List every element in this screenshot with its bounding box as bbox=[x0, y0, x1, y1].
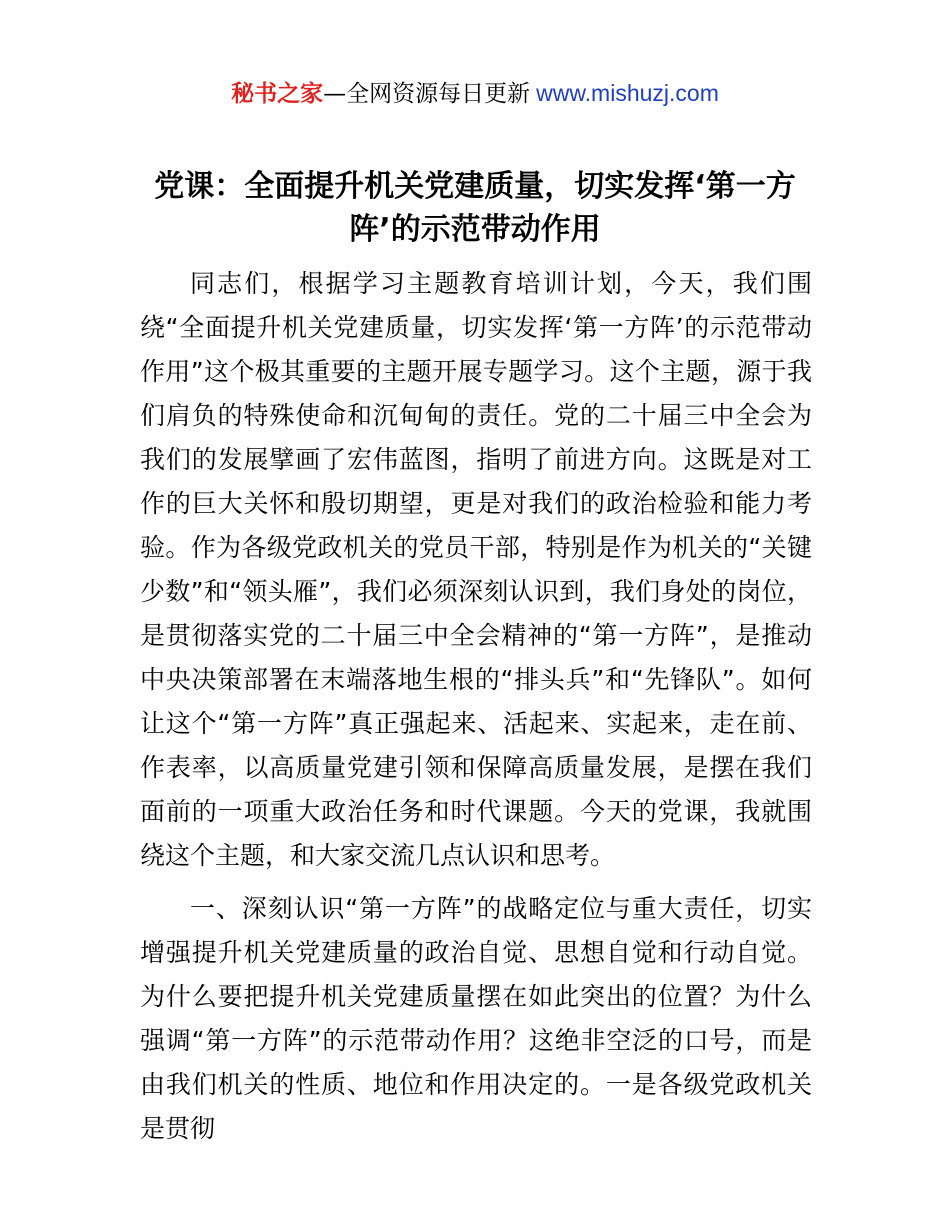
brand-name: 秘书之家 bbox=[231, 81, 324, 107]
paragraph-section-one: 一、深刻认识“第一方阵”的战略定位与重大责任，切实增强提升机关党建质量的政治自觉、思想自觉和行动自觉。为什么要把提升机关党建质量摆在如此突出的位置？为什么强调“第一方阵”的示范带动作用？这绝非空泛的口号，而是由我们机关的性质、地位和作用决定的。一是各级党政机关是贯彻 bbox=[140, 894, 812, 1143]
document-title: 党课：全面提升机关党建质量，切实发挥‘第一方阵’的示范带动作用 bbox=[154, 169, 796, 247]
document-body bbox=[140, 262, 812, 1160]
site-header bbox=[0, 76, 950, 111]
header-slogan: —全网资源每日更新 bbox=[323, 81, 531, 107]
paragraph-intro: 同志们，根据学习主题教育培训计划，今天，我们围绕“全面提升机关党建质量，切实发挥‘第一方阵’的示范带动作用”这个极其重要的主题开展专题学习。这个主题，源于我们肩负的特殊使命和沉甸甸的责任。党的二十届三中全会为我们的发展擘画了宏伟蓝图，指明了前进方向。这既是对工作的巨大关怀和殷切期望，更是对我们的政治检验和能力考验。作为各级党政机关的党员干部，特别是作为机关的“关键少数”和“领头雁”，我们必须深刻认识到，我们身处的岗位，是贯彻落实党的二十届三中全会精神的“第一方阵”，是推动中央决策部署在末端落地生根的“排头兵”和“先锋队”。如何让这个“第一方阵”真正强起来、活起来、实起来，走在前、作表率，以高质量党建引领和保障高质量发展，是摆在我们面前的一项重大政治任务和时代课题。今天的党课，我就围绕这个主题，和大家交流几点认识和思考。 bbox=[140, 269, 812, 870]
site-url-link[interactable]: www.mishuzj.com bbox=[536, 80, 719, 106]
